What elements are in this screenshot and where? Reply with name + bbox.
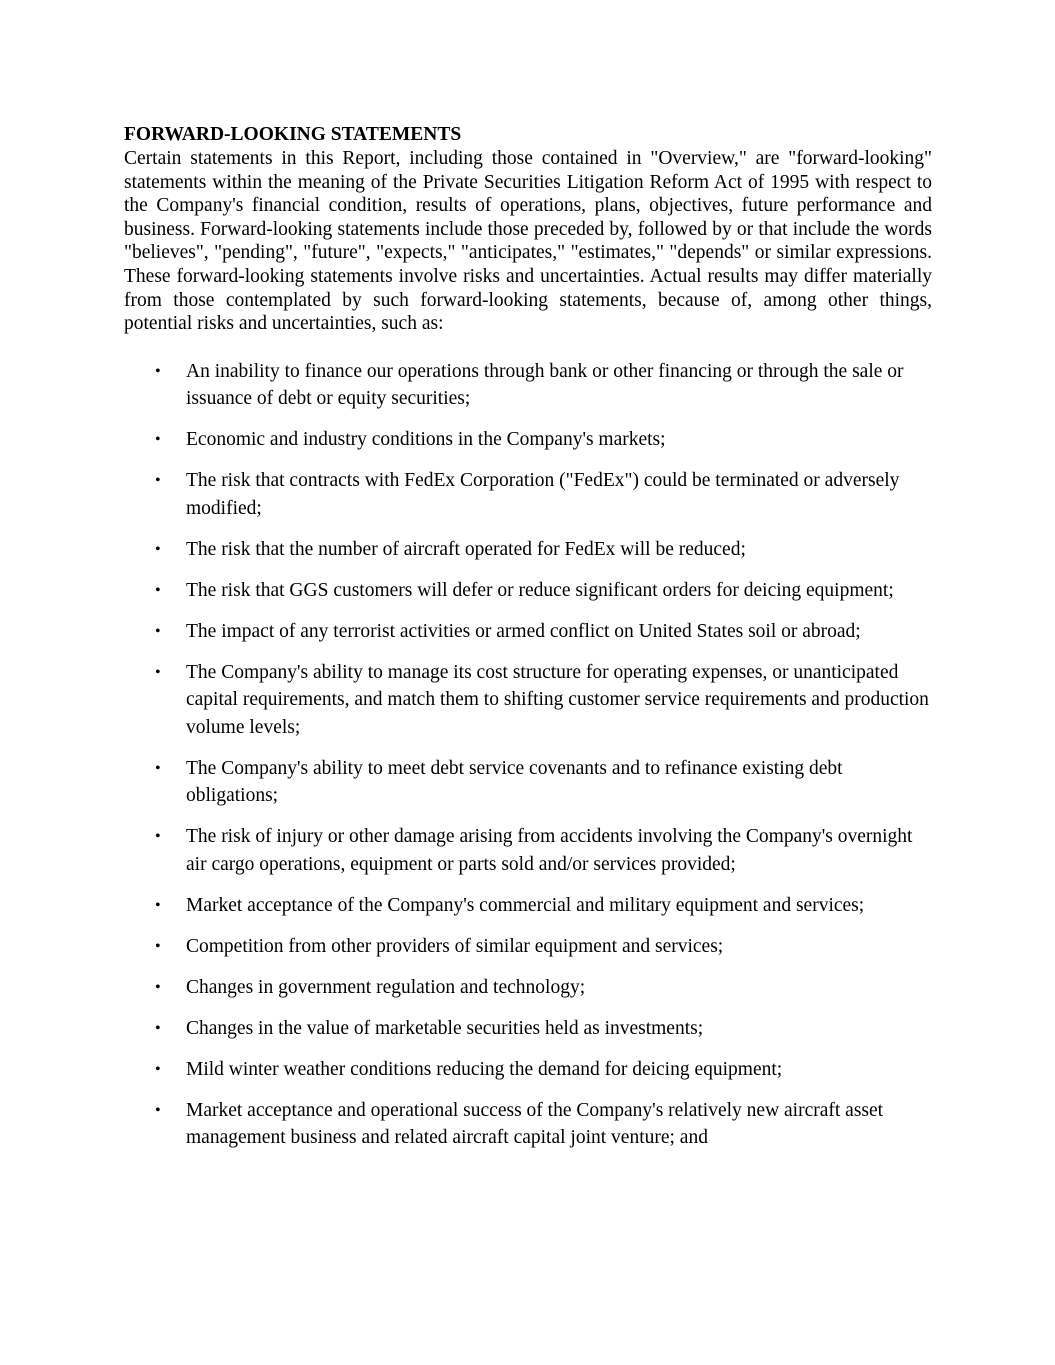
bullet-icon: • (155, 896, 161, 914)
list-item (124, 618, 932, 646)
intro-paragraph: Certain statements in this Report, including those contained in "Overview," are "forward-looking" statements within the meaning of the Private Securities Litigation Reform Act of 1995 with respect to the Company's financial condition, results of operations, plans, objectives, future performance and business. Forward-looking statements include those preceded by, followed by or that include the words "believes", "pending", "future", "expects," "anticipates," "estimates," "depends" or similar expressions. These forward-looking statements involve risks and uncertainties. Actual results may differ materially from those contemplated by such forward-looking statements, because of, among other things, potential risks and uncertainties, such as: (124, 148, 932, 335)
bullet-icon: • (155, 663, 161, 681)
list-item (124, 933, 932, 961)
list-item-text: Changes in the value of marketable securities held as investments; (186, 1017, 704, 1039)
list-item-text: Competition from other providers of similar equipment and services; (186, 935, 724, 957)
list-item-text: Economic and industry conditions in the Company's markets; (186, 429, 666, 451)
bullet-icon: • (155, 828, 161, 846)
bullet-icon: • (155, 581, 161, 599)
list-item-text: The risk that contracts with FedEx Corporation ("FedEx") could be terminated or adversely modified; (186, 470, 900, 519)
list-item (124, 1056, 932, 1084)
list-item (124, 974, 932, 1002)
bullet-icon: • (155, 759, 161, 777)
list-item-text: The risk of injury or other damage arising from accidents involving the Company's overnight air cargo operations, equipment or parts sold and/or services provided; (186, 826, 913, 875)
bullet-icon: • (155, 1019, 161, 1037)
bullet-icon: • (155, 472, 161, 490)
bullet-icon: • (155, 937, 161, 955)
document-page (124, 123, 932, 1165)
bullet-icon: • (155, 978, 161, 996)
list-item (124, 755, 932, 810)
bullet-icon: • (155, 362, 161, 380)
bullet-icon: • (155, 1060, 161, 1078)
list-item (124, 1097, 932, 1152)
list-item (124, 467, 932, 522)
list-item-text: The risk that the number of aircraft operated for FedEx will be reduced; (186, 538, 746, 560)
list-item-text: Market acceptance of the Company's commercial and military equipment and services; (186, 894, 865, 916)
list-item-text: Changes in government regulation and technology; (186, 976, 586, 998)
list-item-text: The Company's ability to manage its cost structure for operating expenses, or unanticipated capital requirements, and match them to shifting customer service requirements and production volume levels; (186, 661, 929, 738)
list-item-text: The impact of any terrorist activities or armed conflict on United States soil or abroad; (186, 620, 861, 642)
list-item-text: An inability to finance our operations through bank or other financing or through the sale or issuance of debt or equity securities; (186, 360, 904, 410)
list-item (124, 426, 932, 454)
list-item (124, 1015, 932, 1043)
list-item-text: The Company's ability to meet debt service covenants and to refinance existing debt obligations; (186, 757, 843, 807)
bullet-icon: • (155, 431, 161, 449)
list-item-text: Mild winter weather conditions reducing the demand for deicing equipment; (186, 1058, 783, 1080)
list-item (124, 892, 932, 920)
list-item (124, 823, 932, 878)
bullet-icon: • (155, 622, 161, 640)
section-heading: FORWARD-LOOKING STATEMENTS (124, 124, 462, 145)
bullet-icon: • (155, 540, 161, 558)
risk-list (124, 358, 932, 1152)
bullet-icon: • (155, 1101, 161, 1119)
list-item (124, 358, 932, 413)
list-item-text: The risk that GGS customers will defer or reduce significant orders for deicing equipment; (186, 579, 894, 601)
list-item (124, 536, 932, 564)
list-item (124, 577, 932, 605)
list-item-text: Market acceptance and operational success of the Company's relatively new aircraft asset management business and related aircraft capital joint venture; and (186, 1099, 884, 1149)
list-item (124, 659, 932, 742)
